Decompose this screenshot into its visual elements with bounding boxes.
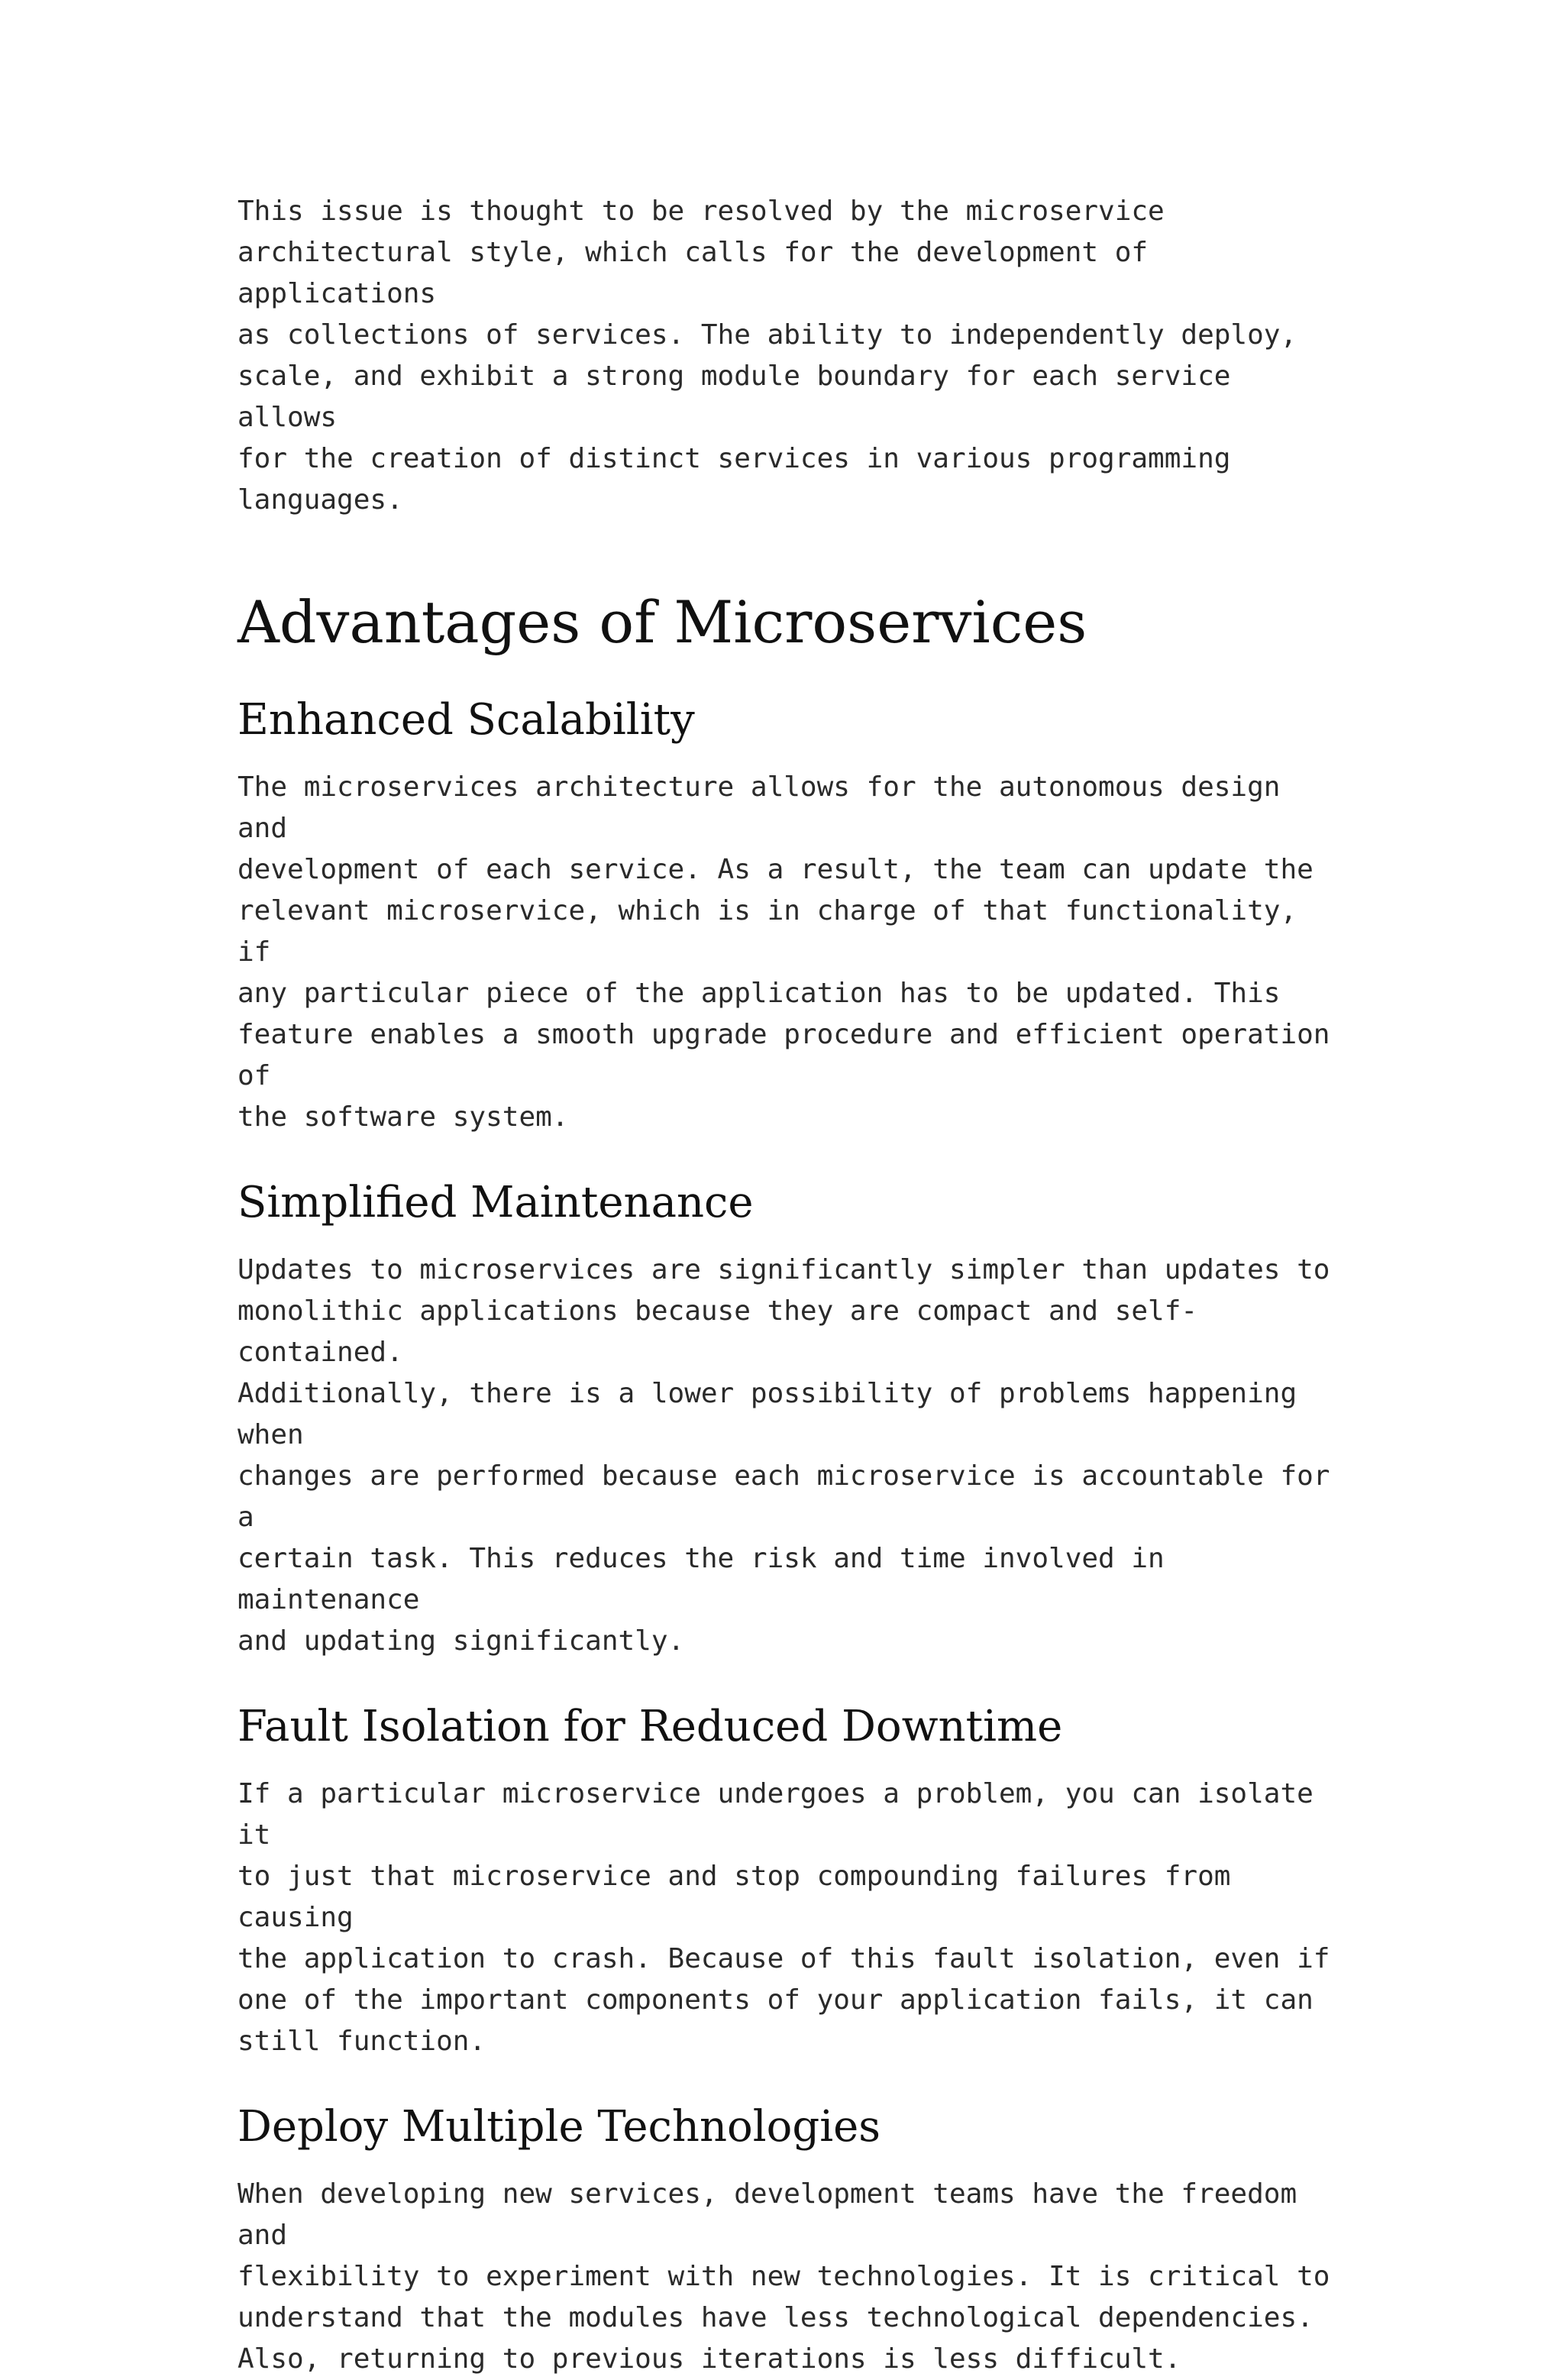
section-title-advantages: Advantages of Microservices: [238, 588, 1087, 656]
paragraph-fault-isolation: If a particular microservice undergoes a problem, you can isolate it to just that microservice and stop compounding failures from causing the application to crash. Because of this fault isolation, even if one of the important components of your application fails, it can still function.: [238, 1778, 1330, 2057]
heading-fault-isolation: Fault Isolation for Reduced Downtime: [238, 1702, 1063, 1751]
document-page: [238, 191, 1337, 2380]
paragraph-enhanced-scalability: The microservices architecture allows for the autonomous design and development of each service. As a result, the team can update the relevant microservice, which is in charge of that functionality, if any particular piece of the application has to be updated. This feature enables a smooth upgrade procedure and efficient operation of the software system.: [238, 771, 1330, 1133]
heading-simplified-maintenance: Simplified Maintenance: [238, 1178, 754, 1227]
paragraph-simplified-maintenance: Updates to microservices are significantly simpler than updates to monolithic applications because they are compact and self-contained. Additionally, there is a lower possibility of problems happening when changes are performed because each microservice is accountable for a certain task. This reduces the risk and time involved in maintenance and updating significantly.: [238, 1254, 1330, 1657]
intro-paragraph: This issue is thought to be resolved by the microservice architectural style, which calls for the development of applications as collections of services. The ability to independently deploy, scale, and exhibit a strong module boundary for each service allows for the creation of distinct services in various programming languages.: [238, 196, 1297, 516]
heading-deploy-multiple-technologies: Deploy Multiple Technologies: [238, 2102, 881, 2152]
heading-enhanced-scalability: Enhanced Scalability: [238, 695, 695, 745]
paragraph-deploy-multiple-technologies: When developing new services, development teams have the freedom and flexibility to experiment with new technologies. It is critical to understand that the modules have less technological dependencies. Also, returning to previous iterations is less difficult.: [238, 2178, 1330, 2375]
